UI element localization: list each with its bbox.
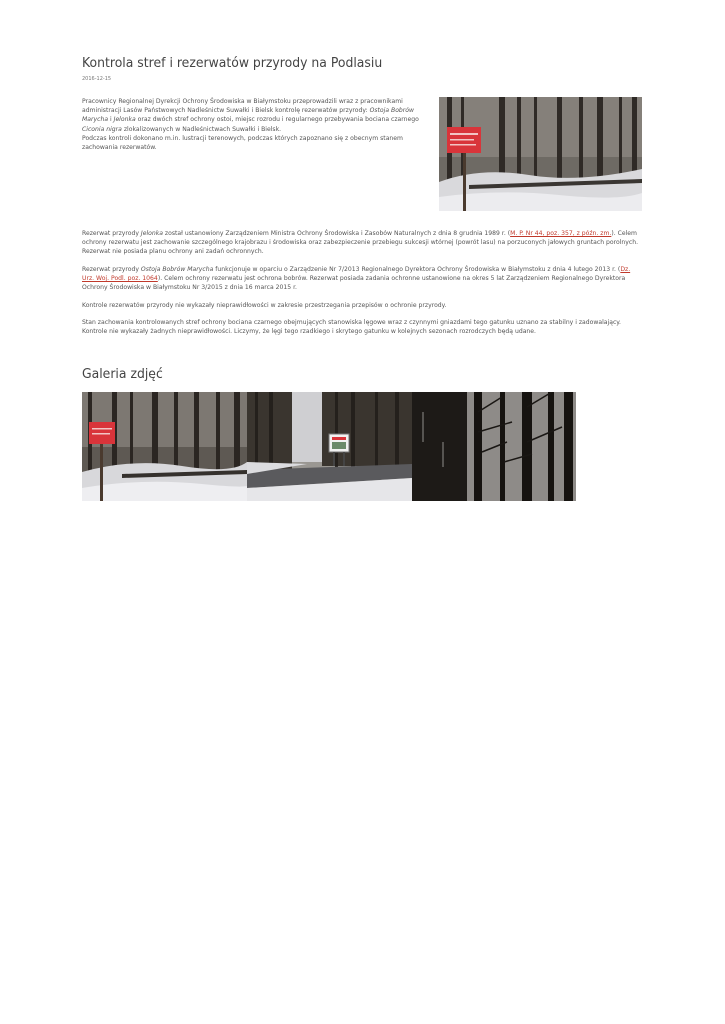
gallery-title: Galeria zdjęć — [82, 366, 163, 382]
jelonka-text-3: ). Celem ochrony rezerwatu jest zachowanie szczególnego krajobrazu i środowiska oraz zabezpieczenie przebiegu sukcesji wtórnej (powrót lasu) na porzuconych jałowych gruntach porolnych. Rezerwat nie posiada planu ochrony ani zadań ochronnych. — [82, 230, 639, 256]
gallery-photo-2[interactable] — [247, 392, 412, 501]
marycha-text-1: Rezerwat przyrody — [82, 265, 141, 273]
gallery-photo-3[interactable] — [412, 392, 576, 501]
marycha-text-3: ). Celem ochrony rezerwatu jest ochrona bobrów. Rezerwat posiada zadania ochronne ustanowione na okres 5 lat Zarządzeniem Regionalnego Dyrektora Ochrony Środowiska w Białymstoku Nr 3/2015 z dnia 16 marca 2015 r. — [82, 275, 626, 292]
paragraph-jelonka — [82, 229, 642, 257]
species-name: Ciconia nigra — [82, 125, 122, 133]
marycha-text-2: funkcjonuje w oparciu o Zarządzenie Nr 7/2013 Regionalnego Dyrektora Ochrony Środowiska w Białymstoku z dnia 4 lutego 2013 r. ( — [213, 265, 621, 273]
paragraph-kontrole: Kontrole rezerwatów przyrody nie wykazały nieprawidłowości w zakresie przestrzegania przepisów o ochronie przyrody. — [82, 301, 447, 309]
jelonka-name: Jelonka — [140, 230, 163, 237]
jelonka-text-1: Rezerwat przyrody — [82, 230, 141, 237]
marycha-name: Ostoja Bobrów Marycha — [140, 265, 214, 273]
paragraph-stan: Stan zachowania kontrolowanych stref ochrony bociana czarnego obejmujących stanowiska lęgowe wraz z czynnymi gniazdami tego gatunku uznano za stabilny i zadowalający. Kontrole nie wykazały żadnych nieprawidłowości. Liczymy, że lęgi tego rzadkiego i skrytego gatunku w kolejnych sezonach rozrodczych będą udane. — [82, 318, 621, 336]
publish-date: 2016-12-15 — [82, 76, 112, 82]
intro-text-5: Podczas kontroli dokonano m.in. lustracji terenowych, podczas których zapoznano się z obecnym stanem zachowania rezerwatów. — [82, 134, 403, 152]
intro-text-2: i — [108, 116, 114, 124]
intro-text-3: oraz dwóch stref ochrony ostoi, miejsc rozrodu i regularnego przebywania bociana czarnego — [135, 116, 419, 124]
page-title: Kontrola stref i rezerwatów przyrody na Podlasiu — [82, 55, 383, 71]
intro-section — [82, 97, 434, 152]
article-body — [82, 229, 642, 345]
intro-paragraph — [82, 97, 434, 152]
paragraph-marycha — [82, 265, 642, 293]
reserve-name-jelonka: Jelonka — [113, 116, 136, 124]
jelonka-text-2: został ustanowiony Zarządzeniem Ministra Ochrony Środowiska i Zasobów Naturalnych z dnia 8 grudnia 1989 r. ( — [163, 230, 511, 237]
marycha-legal-link[interactable]: Dz. Urz. Woj. Podl. poz. 1064 — [82, 265, 631, 282]
intro-photo[interactable] — [439, 97, 642, 211]
jelonka-legal-link[interactable]: M. P. Nr 44, poz. 357, z późn. zm. — [510, 230, 612, 237]
gallery-photo-1[interactable] — [82, 392, 247, 501]
intro-text-1: Pracownicy Regionalnej Dyrekcji Ochrony Środowiska w Białymstoku przeprowadzili wraz z pracownikami administracji Lasów Państwowych Nadleśnictw Suwałki i Bielsk kontrolę rezerwatów przyrody: — [82, 98, 403, 115]
reserve-name-marycha: Ostoja Bobrów Marycha — [82, 107, 415, 124]
intro-text-4: zlokalizowanych w Nadleśnictwach Suwałki i Bielsk. — [121, 125, 282, 133]
